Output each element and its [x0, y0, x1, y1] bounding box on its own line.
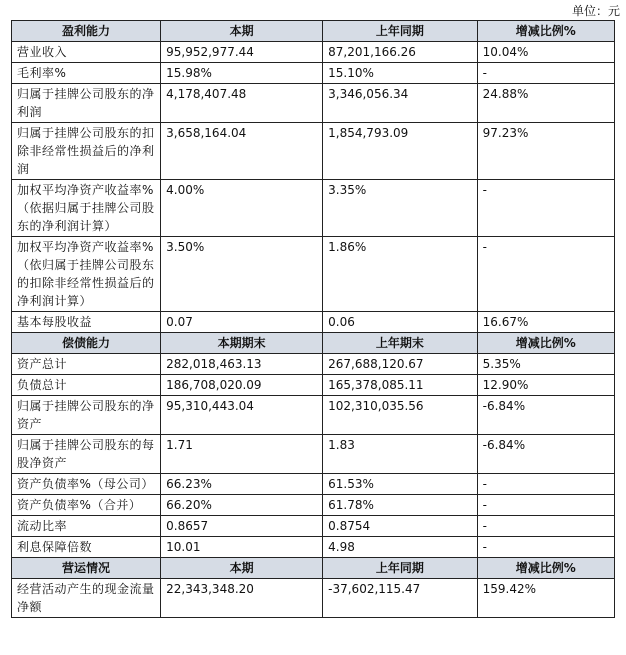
value-cell: 3.35%: [323, 180, 478, 237]
header-cell: 本期期末: [161, 333, 323, 354]
value-cell: -: [477, 180, 614, 237]
value-cell: 1.83: [323, 435, 478, 474]
table-row: [12, 579, 615, 618]
section-header-solvency: [12, 333, 615, 354]
value-cell: 66.23%: [161, 474, 323, 495]
value-cell: 159.42%: [477, 579, 614, 618]
row-label: 归属于挂牌公司股东的每股净资产: [12, 435, 161, 474]
table-row: [12, 42, 615, 63]
table-row: [12, 354, 615, 375]
value-cell: 0.06: [323, 312, 478, 333]
row-label: 流动比率: [12, 516, 161, 537]
table-row: [12, 180, 615, 237]
value-cell: 102,310,035.56: [323, 396, 478, 435]
table-row: [12, 312, 615, 333]
value-cell: 165,378,085.11: [323, 375, 478, 396]
table-row: [12, 84, 615, 123]
row-label: 资产负债率%（合并）: [12, 495, 161, 516]
header-cell: 上年同期: [323, 558, 478, 579]
value-cell: 1.86%: [323, 237, 478, 312]
header-cell: 增减比例%: [477, 558, 614, 579]
value-cell: 97.23%: [477, 123, 614, 180]
table-row: [12, 237, 615, 312]
row-label: 资产总计: [12, 354, 161, 375]
value-cell: 15.98%: [161, 63, 323, 84]
value-cell: 5.35%: [477, 354, 614, 375]
value-cell: 0.07: [161, 312, 323, 333]
value-cell: 24.88%: [477, 84, 614, 123]
value-cell: 10.04%: [477, 42, 614, 63]
value-cell: 1.71: [161, 435, 323, 474]
header-cell: 增减比例%: [477, 333, 614, 354]
financial-indicators-table: [11, 20, 615, 618]
value-cell: 16.67%: [477, 312, 614, 333]
row-label: 负债总计: [12, 375, 161, 396]
header-cell: 营运情况: [12, 558, 161, 579]
header-cell: 本期: [161, 21, 323, 42]
section-header-operations: [12, 558, 615, 579]
value-cell: 4.98: [323, 537, 478, 558]
value-cell: 4.00%: [161, 180, 323, 237]
value-cell: 95,310,443.04: [161, 396, 323, 435]
row-label: 归属于挂牌公司股东的净资产: [12, 396, 161, 435]
row-label: 归属于挂牌公司股东的扣除非经常性损益后的净利润: [12, 123, 161, 180]
row-label: 归属于挂牌公司股东的净利润: [12, 84, 161, 123]
value-cell: 15.10%: [323, 63, 478, 84]
value-cell: 1,854,793.09: [323, 123, 478, 180]
unit-label: 单位：元: [571, 4, 620, 18]
value-cell: 10.01: [161, 537, 323, 558]
header-cell: 增减比例%: [477, 21, 614, 42]
row-label: 毛利率%: [12, 63, 161, 84]
row-label: 经营活动产生的现金流量净额: [12, 579, 161, 618]
table-row: [12, 123, 615, 180]
header-cell: 偿债能力: [12, 333, 161, 354]
value-cell: 0.8657: [161, 516, 323, 537]
value-cell: 87,201,166.26: [323, 42, 478, 63]
value-cell: 3.50%: [161, 237, 323, 312]
row-label: 利息保障倍数: [12, 537, 161, 558]
value-cell: 95,952,977.44: [161, 42, 323, 63]
value-cell: 61.78%: [323, 495, 478, 516]
header-cell: 盈利能力: [12, 21, 161, 42]
table-row: [12, 516, 615, 537]
table-row: [12, 375, 615, 396]
table-row: [12, 537, 615, 558]
value-cell: -: [477, 516, 614, 537]
header-cell: 本期: [161, 558, 323, 579]
header-cell: 上年期末: [323, 333, 478, 354]
section-header-profitability: [12, 21, 615, 42]
table-row: [12, 396, 615, 435]
value-cell: -6.84%: [477, 396, 614, 435]
row-label: 加权平均净资产收益率%（依据归属于挂牌公司股东的净利润计算）: [12, 180, 161, 237]
value-cell: -: [477, 495, 614, 516]
value-cell: -37,602,115.47: [323, 579, 478, 618]
value-cell: -: [477, 474, 614, 495]
row-label: 基本每股收益: [12, 312, 161, 333]
table-row: [12, 495, 615, 516]
value-cell: -: [477, 537, 614, 558]
value-cell: 66.20%: [161, 495, 323, 516]
table-row: [12, 63, 615, 84]
value-cell: 61.53%: [323, 474, 478, 495]
value-cell: 282,018,463.13: [161, 354, 323, 375]
table-row: [12, 435, 615, 474]
header-cell: 上年同期: [323, 21, 478, 42]
row-label: 营业收入: [12, 42, 161, 63]
value-cell: -: [477, 63, 614, 84]
value-cell: 0.8754: [323, 516, 478, 537]
table-row: [12, 474, 615, 495]
value-cell: 267,688,120.67: [323, 354, 478, 375]
value-cell: -: [477, 237, 614, 312]
value-cell: 4,178,407.48: [161, 84, 323, 123]
value-cell: 186,708,020.09: [161, 375, 323, 396]
row-label: 资产负债率%（母公司）: [12, 474, 161, 495]
value-cell: 3,658,164.04: [161, 123, 323, 180]
value-cell: 12.90%: [477, 375, 614, 396]
value-cell: 3,346,056.34: [323, 84, 478, 123]
value-cell: -6.84%: [477, 435, 614, 474]
row-label: 加权平均净资产收益率%（依归属于挂牌公司股东的扣除非经常性损益后的净利润计算）: [12, 237, 161, 312]
value-cell: 22,343,348.20: [161, 579, 323, 618]
